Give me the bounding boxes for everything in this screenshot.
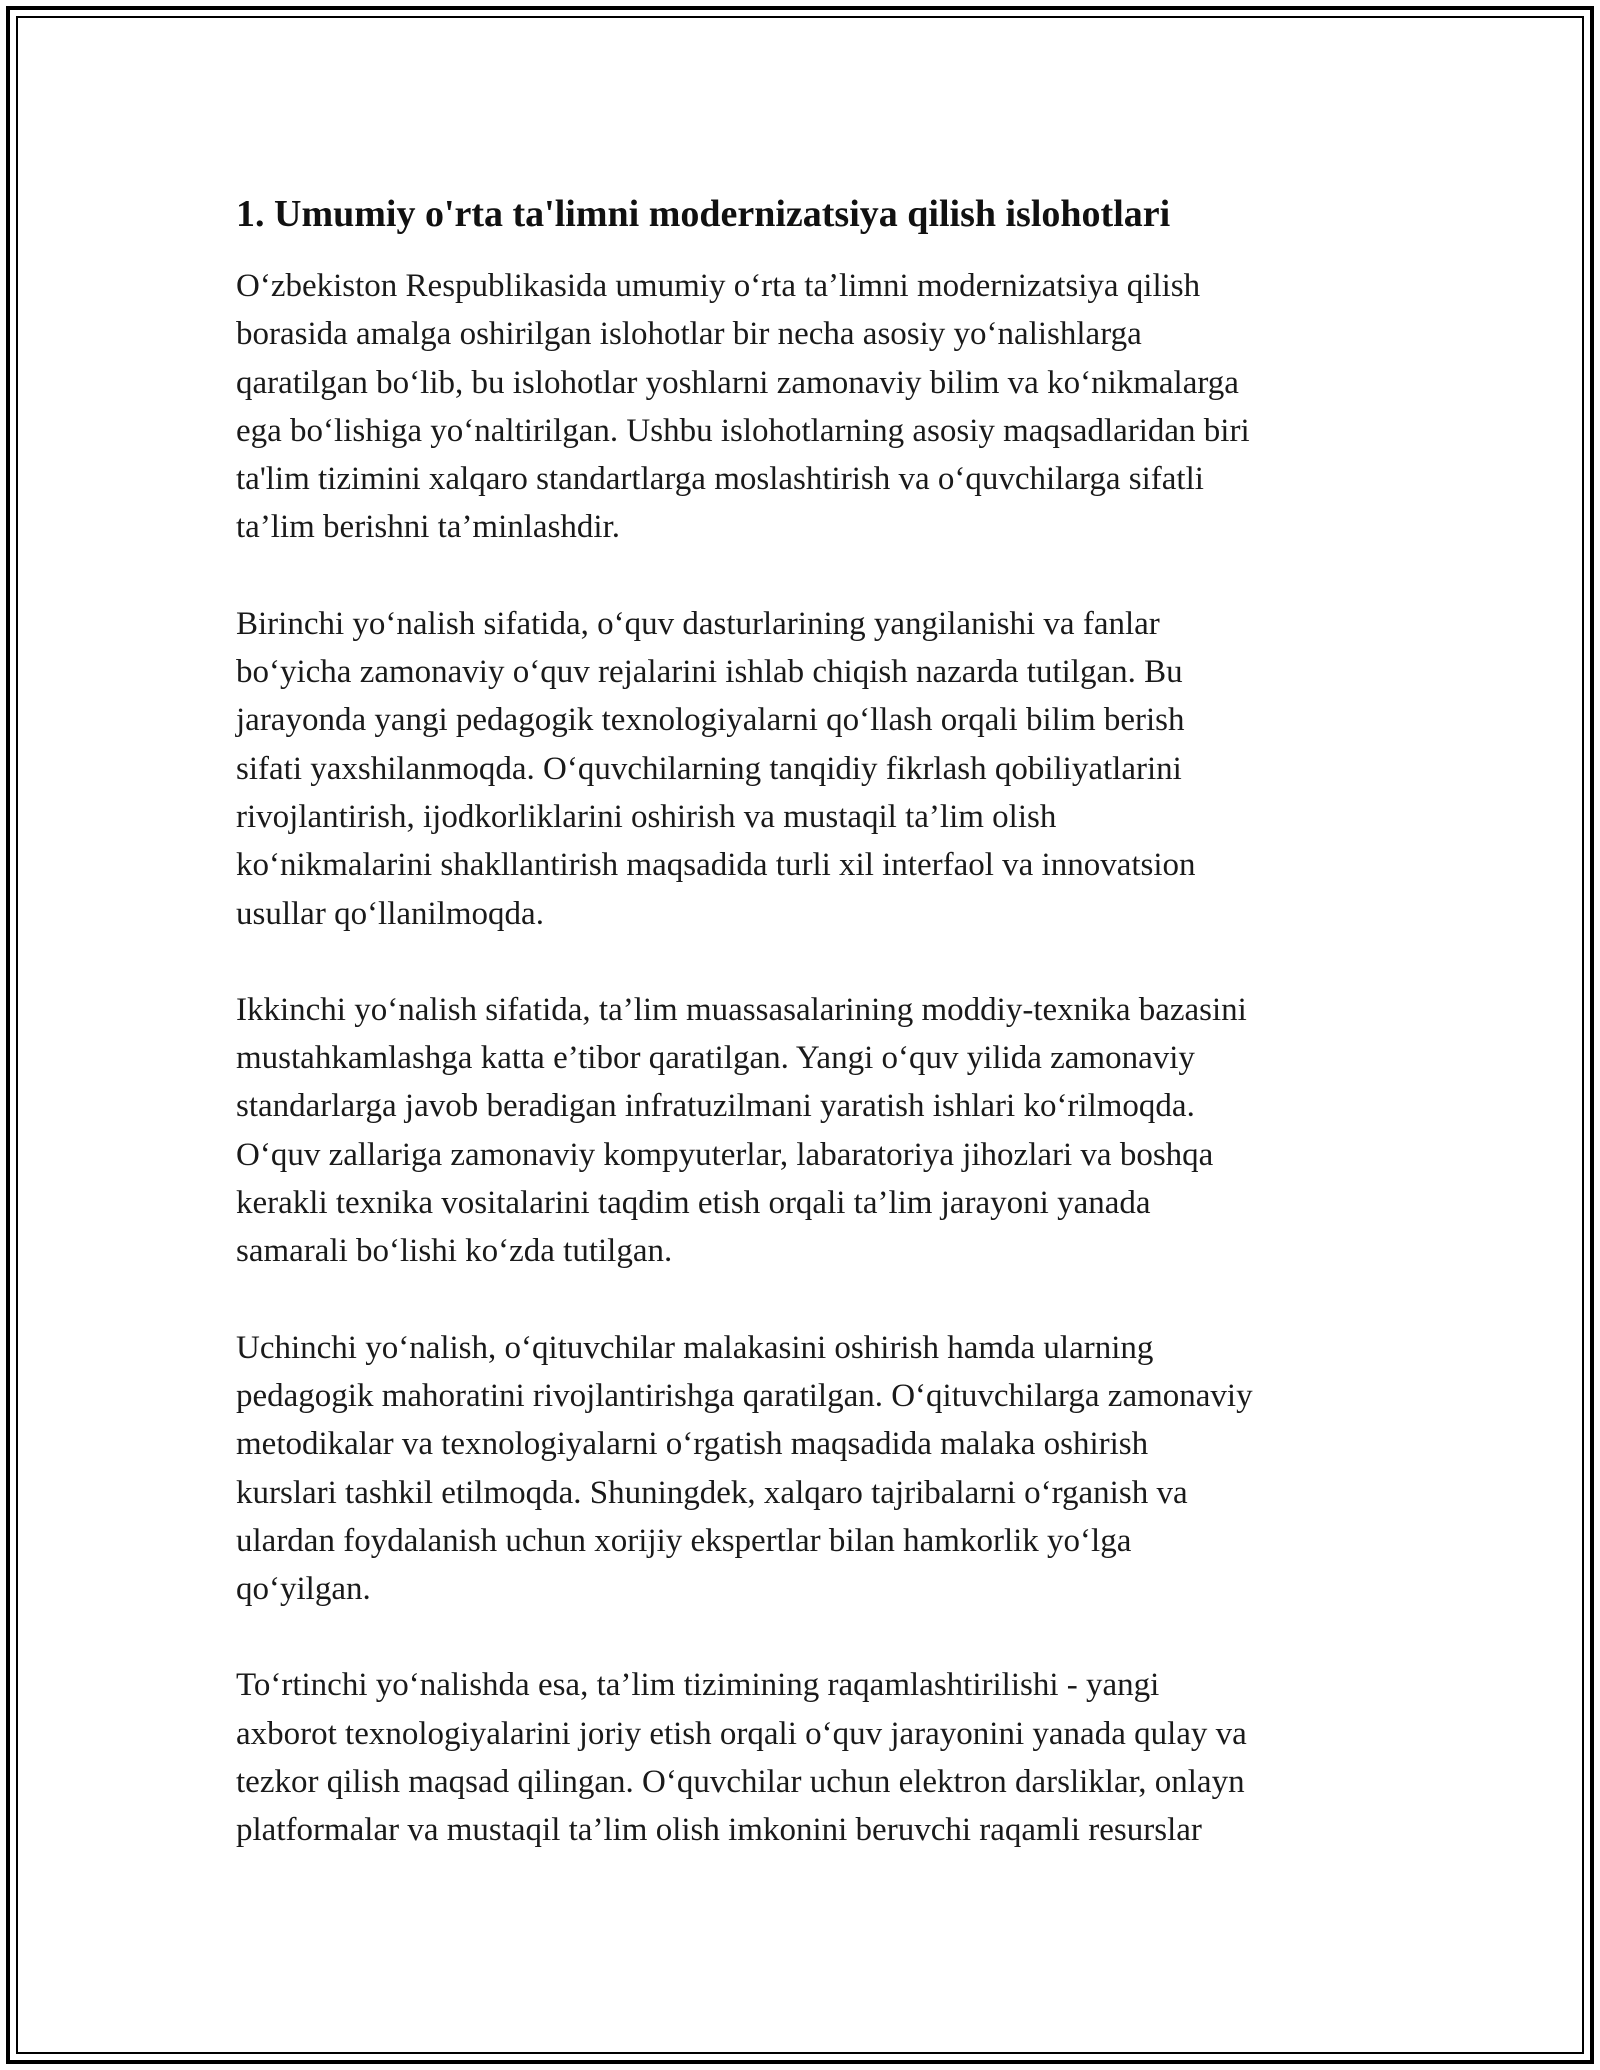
text-line: Toʻrtinchi yoʻnalishda esa, ta’lim tizimining raqamlashtirilishi - yangi xyxy=(236,1667,1160,1704)
text-line: tezkor qilish maqsad qilingan. Oʻquvchilar uchun elektron darsliklar, onlayn xyxy=(236,1764,1245,1801)
text-line: samarali boʻlishi koʻzda tutilgan. xyxy=(236,1233,673,1270)
text-line: Uchinchi yoʻnalish, oʻqituvchilar malakasini oshirish hamda ularning xyxy=(236,1329,1154,1366)
text-line: metodikalar va texnologiyalarni oʻrgatish maqsadida malaka oshirish xyxy=(236,1426,1149,1463)
text-line: usullar qoʻllanilmoqda. xyxy=(236,895,544,932)
paragraph-third-direction xyxy=(236,1324,1386,1614)
text-line: ulardan foydalanish uchun xorijiy ekspertlar bilan hamkorlik yoʻlga xyxy=(236,1522,1132,1559)
text-line: pedagogik mahoratini rivojlantirishga qaratilgan. Oʻqituvchilarga zamonaviy xyxy=(236,1377,1253,1414)
text-line: rivojlantirish, ijodkorliklarini oshirish va mustaqil ta’lim olish xyxy=(236,798,1057,835)
paragraph-fourth-direction xyxy=(236,1661,1386,1854)
text-line: boʻyicha zamonaviy oʻquv rejalarini ishlab chiqish nazarda tutilgan. Bu xyxy=(236,654,1183,691)
section-heading: 1. Umumiy o'rta ta'limni modernizatsiya qilish islohotlari xyxy=(236,193,1171,235)
text-line: standarlarga javob beradigan infratuzilmani yaratish ishlari koʻrilmoqda. xyxy=(236,1088,1195,1125)
paragraph-first-direction xyxy=(236,600,1386,938)
text-line: ta’lim berishni ta’minlashdir. xyxy=(236,509,621,546)
paragraph-second-direction xyxy=(236,986,1386,1276)
text-line: sifati yaxshilanmoqda. Oʻquvchilarning tanqidiy fikrlash qobiliyatlarini xyxy=(236,750,1182,787)
document-body xyxy=(236,184,1386,1903)
text-line: kurslari tashkil etilmoqda. Shuningdek, xalqaro tajribalarni oʻrganish va xyxy=(236,1474,1188,1511)
text-line: mustahkamlashga katta e’tibor qaratilgan. Yangi oʻquv yilida zamonaviy xyxy=(236,1040,1195,1077)
paragraph-intro xyxy=(236,262,1386,552)
text-line: ega boʻlishiga yoʻnaltirilgan. Ushbu islohotlarning asosiy maqsadlaridan biri xyxy=(236,412,1250,449)
text-line: Oʻzbekiston Respublikasida umumiy oʻrta taʼlimni modernizatsiya qilish xyxy=(236,268,1201,304)
text-line: Birinchi yoʻnalish sifatida, oʻquv dasturlarining yangilanishi va fanlar xyxy=(236,605,1160,642)
text-line: jarayonda yangi pedagogik texnologiyalarni qoʻllash orqali bilim berish xyxy=(236,702,1185,739)
text-line: koʻnikmalarini shakllantirish maqsadida turli xil interfaol va innovatsion xyxy=(236,847,1196,884)
text-line: qaratilgan boʻlib, bu islohotlar yoshlarni zamonaviy bilim va koʻnikmalarga xyxy=(236,364,1239,401)
text-line: kerakli texnika vositalarini taqdim etish orqali ta’lim jarayoni yanada xyxy=(236,1185,1151,1222)
text-line: borasida amalga oshirilgan islohotlar bir necha asosiy yoʻnalishlarga xyxy=(236,316,1142,353)
text-line: qoʻyilgan. xyxy=(236,1571,371,1608)
text-line: Oʻquv zallariga zamonaviy kompyuterlar, labaratoriya jihozlari va boshqa xyxy=(236,1136,1214,1173)
text-line: Ikkinchi yoʻnalish sifatida, ta’lim muassasalarining moddiy-texnika bazasini xyxy=(236,991,1247,1028)
text-line: axborot texnologiyalarini joriy etish orqali oʻquv jarayonini yanada qulay va xyxy=(236,1715,1247,1752)
text-line: ta'lim tizimini xalqaro standartlarga moslashtirish va oʻquvchilarga sifatli xyxy=(236,461,1204,498)
text-line: platformalar va mustaqil ta’lim olish imkonini beruvchi raqamli resurslar xyxy=(236,1812,1202,1849)
